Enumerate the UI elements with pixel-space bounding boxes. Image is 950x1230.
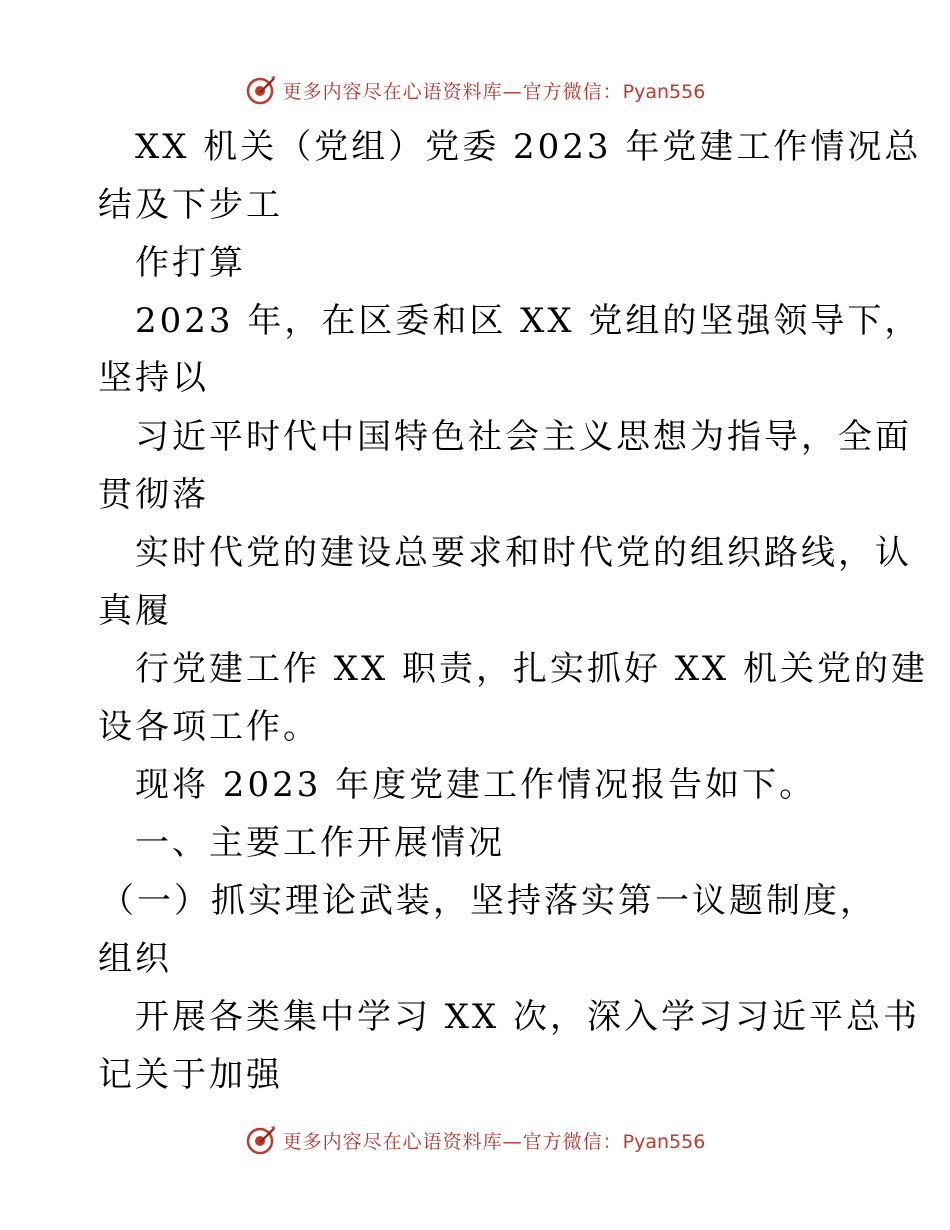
text-line: （一）抓实理论武装，坚持落实第一议题制度， — [100, 881, 877, 921]
text-line: 记关于加强 — [98, 1055, 283, 1095]
text-line: 实时代党的建设总要求和时代党的组织路线，认 — [135, 533, 912, 573]
watermark-account: Pyan556 — [622, 1130, 706, 1153]
watermark-text: 更多内容尽在心语资料库—官方微信：Pyan556 — [282, 80, 706, 103]
quill-pen-logo-icon — [245, 1124, 277, 1156]
text-line: 结及下步工 — [98, 185, 283, 225]
watermark-banner-bottom — [0, 1120, 950, 1160]
quill-pen-logo-icon — [245, 74, 277, 106]
text-line: 2023 年，在区委和区 XX 党组的坚强领导下， — [135, 301, 922, 341]
text-line: 作打算 — [135, 243, 246, 283]
text-line: 设各项工作。 — [98, 707, 320, 747]
text-line: 开展各类集中学习 XX 次，深入学习习近平总书 — [135, 997, 921, 1037]
watermark-banner-top — [0, 70, 950, 110]
text-line: 组织 — [98, 939, 172, 979]
text-line: XX 机关（党组）党委 2023 年党建工作情况总 — [135, 127, 922, 167]
text-line: 习近平时代中国特色社会主义思想为指导，全面 — [135, 417, 912, 457]
text-line: 真履 — [98, 591, 172, 631]
text-line: 行党建工作 XX 职责，扎实抓好 XX 机关党的建 — [135, 649, 929, 689]
section-heading: 一、主要工作开展情况 — [135, 823, 505, 863]
text-line: 贯彻落 — [98, 475, 209, 515]
watermark-text: 更多内容尽在心语资料库—官方微信：Pyan556 — [282, 1130, 706, 1153]
watermark-account: Pyan556 — [622, 80, 706, 103]
text-line: 现将 2023 年度党建工作情况报告如下。 — [135, 765, 817, 805]
text-line: 坚持以 — [98, 358, 209, 398]
